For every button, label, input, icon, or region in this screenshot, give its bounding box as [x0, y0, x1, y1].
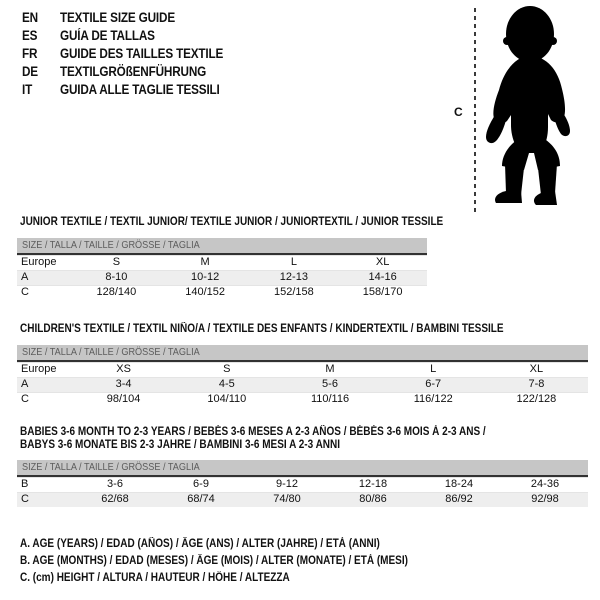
children-size-table: [17, 345, 588, 407]
age-cell: 12-13: [279, 271, 308, 283]
size-cell: XS: [116, 363, 131, 375]
row-label: C: [21, 493, 29, 505]
row-label: Europe: [21, 363, 57, 375]
height-cell: 98/104: [106, 393, 141, 405]
age-cell: 24-36: [530, 478, 560, 490]
language-label: GUIDA ALLE TAGLIE TESSILI: [60, 82, 220, 97]
height-cell: 128/140: [96, 286, 137, 298]
row-label: A: [21, 378, 29, 390]
size-header-bar: SIZE / TALLA / TAILLE / GRÖSSE / TAGLIA: [17, 238, 427, 255]
age-cell: 6-9: [193, 478, 209, 490]
height-cell: 68/74: [187, 493, 215, 505]
table-row-age: [17, 377, 588, 392]
height-cell: 140/152: [185, 286, 225, 298]
language-code: ES: [22, 28, 38, 43]
legend-line-c: C. (cm) HEIGHT / ALTURA / HAUTEUR / HÖHE / ALTEZZA: [20, 572, 290, 584]
size-cell: S: [112, 256, 121, 268]
language-row-fr: [22, 45, 248, 63]
age-cell: 9-12: [275, 478, 299, 490]
row-label: Europe: [21, 256, 57, 268]
age-cell: 6-7: [425, 378, 442, 390]
height-cell: 122/128: [516, 393, 557, 405]
legend-line-a: A. AGE (YEARS) / EDAD (AÑOS) / ÂGE (ANS) / ALTER (JAHRE) / ETÀ (ANNI): [20, 538, 380, 550]
table-row-europe: [17, 362, 588, 377]
language-label: TEXTILGRÖßENFÜHRUNG: [60, 64, 207, 79]
language-row-es: [22, 27, 248, 45]
language-label: GUÍA DE TALLAS: [60, 28, 155, 43]
language-label: TEXTILE SIZE GUIDE: [60, 10, 175, 25]
size-header-bar: SIZE / TALLA / TAILLE / GRÖSSE / TAGLIA: [17, 460, 588, 477]
language-code: EN: [22, 10, 38, 25]
age-cell: 8-10: [105, 271, 128, 283]
language-row-en: [22, 9, 248, 27]
row-label: C: [21, 393, 29, 405]
age-cell: 3-4: [115, 378, 132, 390]
language-code: IT: [22, 82, 33, 97]
height-cell: 80/86: [359, 493, 387, 505]
table-row-age-months: [17, 477, 588, 492]
age-cell: 5-6: [322, 378, 338, 390]
row-label: C: [21, 286, 29, 298]
language-row-de: [22, 63, 248, 81]
babies-section-title-line1: BABIES 3-6 MONTH TO 2-3 YEARS / BEBÉS 3-6 MESES A 2-3 AÑOS / BÉBÉS 3-6 MOIS À 2-3 ANS /: [20, 426, 486, 438]
age-cell: 12-18: [358, 478, 388, 490]
size-cell: L: [290, 256, 297, 268]
age-cell: 14-16: [368, 271, 397, 283]
row-label: B: [21, 478, 29, 490]
table-row-age: [17, 270, 427, 285]
height-cell: 86/92: [445, 493, 473, 505]
height-cell: 158/170: [362, 286, 403, 298]
size-cell: L: [430, 363, 437, 375]
legend-line-b: B. AGE (MONTHS) / EDAD (MESES) / ÂGE (MOIS) / ALTER (MONATE) / ETÀ (MESI): [20, 555, 408, 567]
section-children: [17, 323, 588, 407]
language-code: FR: [22, 46, 38, 61]
size-header-bar: SIZE / TALLA / TAILLE / GRÖSSE / TAGLIA: [17, 345, 588, 362]
height-dotted-line: [474, 8, 476, 212]
age-cell: 3-6: [107, 478, 123, 490]
language-code: DE: [22, 64, 38, 79]
height-cell: 92/98: [531, 493, 559, 505]
height-measure-label: C: [454, 105, 463, 119]
size-cell: M: [325, 363, 335, 375]
age-cell: 7-8: [528, 378, 545, 390]
height-cell: 74/80: [273, 493, 301, 505]
language-label: GUIDE DES TAILLES TEXTILE: [60, 46, 224, 61]
table-row-height: [17, 492, 588, 507]
babies-size-table: [17, 460, 588, 507]
baby-silhouette-icon: [484, 5, 576, 209]
language-row-it: [22, 81, 248, 99]
row-label: A: [21, 271, 29, 283]
babies-section-title-line2: BABYS 3-6 MONATE BIS 2-3 JAHRE / BAMBINI 3-6 MESI A 2-3 ANNI: [20, 439, 341, 451]
table-row-height: [17, 392, 588, 407]
age-cell: 18-24: [444, 478, 474, 490]
measurement-legend: [20, 536, 466, 587]
children-section-title: CHILDREN'S TEXTILE / TEXTIL NIÑO/A / TEXTILE DES ENFANTS / KINDERTEXTIL / BAMBINI TESSILE: [20, 323, 504, 335]
size-cell: M: [200, 256, 210, 268]
table-row-height: [17, 285, 427, 300]
junior-section-title: JUNIOR TEXTILE / TEXTIL JUNIOR/ TEXTILE JUNIOR / JUNIORTEXTIL / JUNIOR TESSILE: [20, 216, 444, 228]
age-cell: 4-5: [218, 378, 235, 390]
junior-size-table: [17, 238, 427, 300]
age-cell: 10-12: [191, 271, 220, 283]
size-cell: S: [223, 363, 231, 375]
table-row-europe: [17, 255, 427, 270]
height-cell: 62/68: [101, 493, 129, 505]
height-cell: 152/158: [273, 286, 314, 298]
section-babies: [17, 426, 588, 507]
size-cell: XL: [529, 363, 544, 375]
height-cell: 110/116: [310, 393, 350, 405]
section-junior: [17, 216, 506, 300]
height-cell: 104/110: [207, 393, 247, 405]
height-cell: 116/122: [413, 393, 453, 405]
language-header: [22, 9, 248, 99]
size-cell: XL: [375, 256, 390, 268]
